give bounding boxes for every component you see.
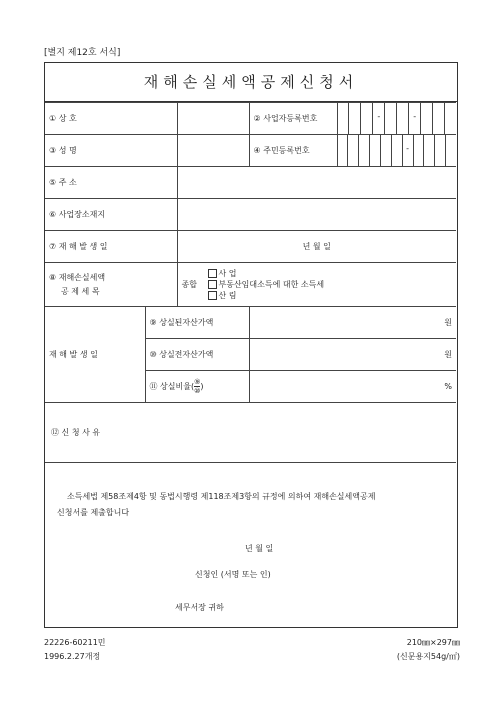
loss-ratio-label: ⑪ 상실비율( ⑨ ⑩ ) — [145, 371, 249, 403]
trade-name-label: ① 상 호 — [45, 103, 177, 135]
footer-right — [360, 636, 460, 664]
declaration-section — [45, 457, 457, 627]
date-line: 년 월 일 — [245, 544, 274, 553]
row-name — [45, 135, 456, 167]
form-table — [45, 102, 456, 463]
address-field[interactable] — [177, 167, 456, 199]
paper-size: 210㎜×297㎜ — [406, 638, 460, 647]
row-trade-name — [45, 103, 456, 135]
loss-asset-label: ⑨ 상실된자산가액 — [145, 307, 249, 339]
biz-location-field[interactable] — [177, 199, 456, 231]
form-frame — [44, 62, 458, 628]
resident-no-field[interactable]: - — [337, 135, 456, 167]
paper-type: (신문용지54g/㎡) — [396, 652, 460, 661]
total-asset-field[interactable]: 원 — [249, 339, 456, 371]
biz-location-label: ⑥ 사업장소재지 — [45, 199, 177, 231]
resident-no-label: ④ 주민등록번호 — [249, 135, 337, 167]
checkbox-forest[interactable] — [208, 291, 217, 300]
tax-item-options: 종합 사 업 부동산임대소득에 대한 소득세 산 림 — [177, 263, 456, 307]
form-number: [별지 제12호 서식] — [44, 48, 121, 58]
row-tax-item — [45, 263, 456, 307]
checkbox-business[interactable] — [208, 269, 217, 278]
checkbox-real-estate[interactable] — [208, 280, 217, 289]
address-label: ⑤ 주 소 — [45, 167, 177, 199]
form-code: 22226-60211민 — [44, 638, 106, 647]
total-asset-label: ⑩ 상실전자산가액 — [145, 339, 249, 371]
declaration-text: 소득세법 제58조제4항 및 동법시행령 제118조제3항의 규정에 의하여 재해손실세액공제 신청서를 제출합니다 — [57, 492, 376, 517]
row-address — [45, 167, 456, 199]
loss-ratio-field[interactable]: % — [249, 371, 456, 403]
disaster-occurrence-label: 재 해 발 생 일 — [45, 307, 145, 403]
reason-label[interactable]: ⑫ 신 청 사 유 — [45, 403, 456, 463]
applicant-line: 신청인 (서명 또는 인) — [195, 570, 271, 579]
tax-item-label: ⑧ 재해손실세액 공 제 세 목 — [45, 263, 177, 307]
row-disaster-date — [45, 231, 456, 263]
addressee: 세무서장 귀하 — [175, 603, 224, 612]
revision-date: 1996.2.27개정 — [44, 652, 101, 661]
row-reason — [45, 403, 456, 463]
option-business[interactable]: 사 업 — [208, 268, 325, 279]
name-field[interactable] — [177, 135, 249, 167]
footer-left — [44, 636, 106, 664]
trade-name-field[interactable] — [177, 103, 249, 135]
row-biz-location — [45, 199, 456, 231]
name-label: ③ 성 명 — [45, 135, 177, 167]
loss-asset-field[interactable]: 원 — [249, 307, 456, 339]
option-forest[interactable]: 산 림 — [208, 290, 325, 301]
disaster-date-field[interactable]: 년 월 일 — [177, 231, 456, 263]
biz-reg-no-field[interactable]: - - — [337, 103, 456, 135]
row-loss-asset — [45, 307, 456, 339]
form-title: 재해손실세액공제신청서 — [45, 63, 457, 102]
biz-reg-no-label: ② 사업자등록번호 — [249, 103, 337, 135]
option-real-estate[interactable]: 부동산임대소득에 대한 소득세 — [208, 279, 325, 290]
disaster-date-label: ⑦ 재 해 발 생 일 — [45, 231, 177, 263]
